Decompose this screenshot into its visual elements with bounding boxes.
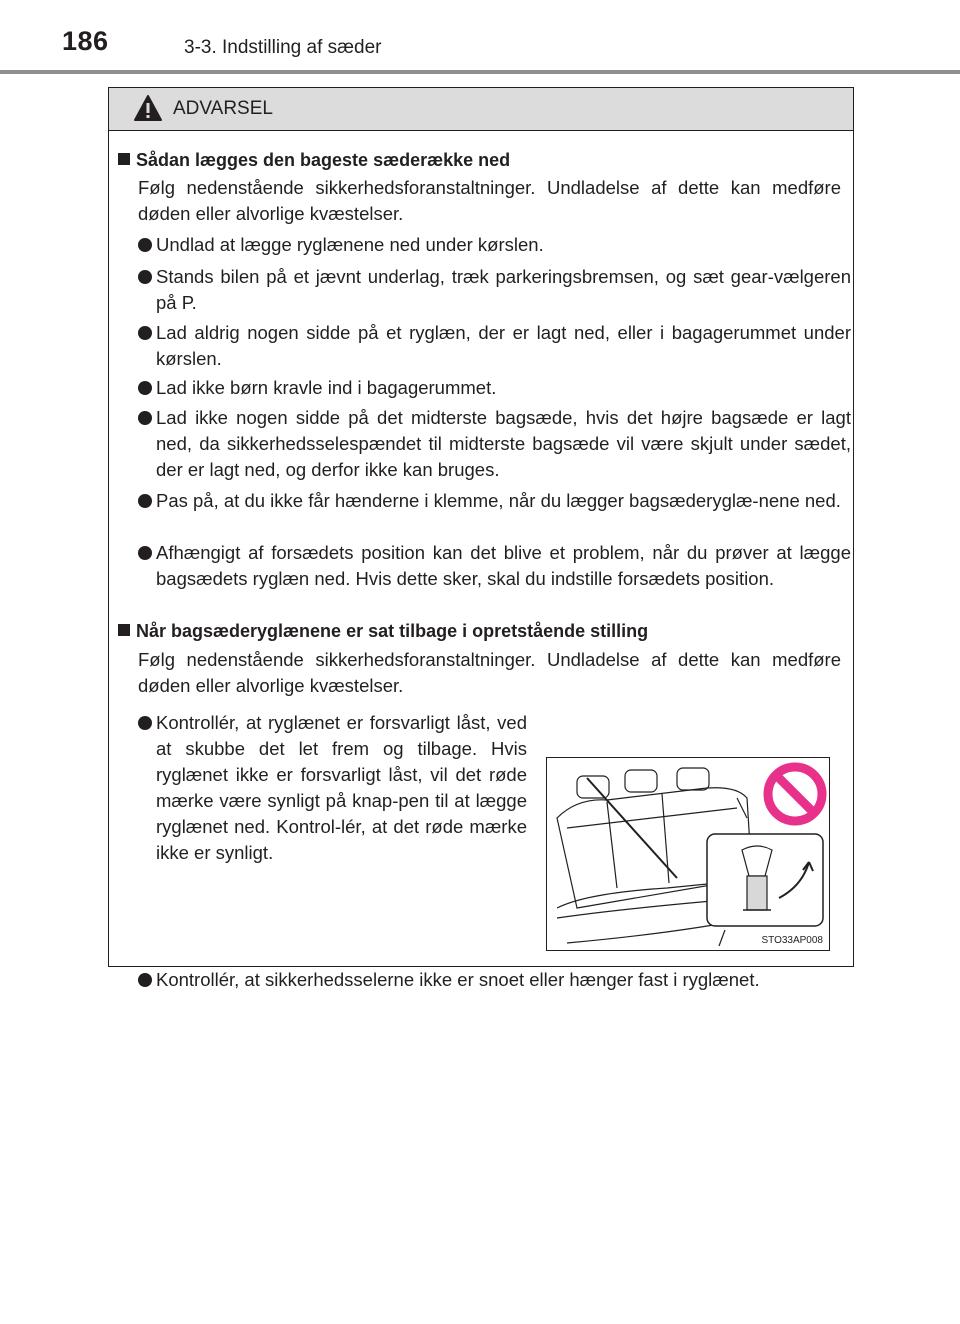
square-bullet-icon <box>118 624 130 636</box>
section-title: 3-3. Indstilling af sæder <box>184 37 382 58</box>
list-item-text: Lad aldrig nogen sidde på et ryglæn, der er lagt ned, eller i bagagerummet under kørslen. <box>156 322 851 369</box>
bullet-dot-icon <box>138 494 152 508</box>
list-item-text: Afhængigt af forsædets position kan det blive et problem, når du prøver at lægge bagsædets ryglæn ned. Hvis dette sker, skal du indstille forsædets position. <box>156 542 851 589</box>
section-heading <box>118 619 648 643</box>
bullet-dot-icon <box>138 716 152 730</box>
bullet-dot-icon <box>138 973 152 987</box>
warning-label: ADVARSEL <box>173 98 273 119</box>
section-heading <box>118 148 510 172</box>
warning-triangle-icon <box>133 94 163 122</box>
figure-code: STO33AP008 <box>761 935 823 946</box>
section-intro: Følg nedenstående sikkerhedsforanstaltninger. Undladelse af dette kan medføre døden eller alvorlige kvæstelser. <box>138 649 841 696</box>
bullet-dot-icon <box>138 238 152 252</box>
list-item-text: Pas på, at du ikke får hænderne i klemme, når du lægger bagsæderyglæ-nene ned. <box>156 490 841 511</box>
list-item-text: Kontrollér, at sikkerhedsselerne ikke er snoet eller hænger fast i ryglænet. <box>156 969 760 990</box>
section-intro: Følg nedenstående sikkerhedsforanstaltninger. Undladelse af dette kan medføre døden eller alvorlige kvæstelser. <box>138 177 841 224</box>
bullet-dot-icon <box>138 546 152 560</box>
seat-illustration <box>546 757 830 951</box>
page-header <box>0 0 960 76</box>
list-item <box>138 375 851 401</box>
list-item <box>138 967 851 993</box>
section-heading-text: Sådan lægges den bageste sæderække ned <box>136 150 511 170</box>
warning-box <box>108 87 854 990</box>
list-item <box>138 320 851 372</box>
rear-seat-drawing <box>547 758 829 950</box>
list-item-text: Lad ikke nogen sidde på det midterste bagsæde, hvis det højre bagsæde er lagt ned, da sikkerhedsselespændet til midterste bagsæde vil være skjult under sædet, der er lagt ned, og derfor ikke kan bruges. <box>156 407 851 480</box>
warning-header <box>109 88 853 131</box>
list-item-text: Lad ikke børn kravle ind i bagagerummet. <box>156 377 497 398</box>
list-item-text: Undlad at lægge ryglænene ned under kørslen. <box>156 234 544 255</box>
bullet-dot-icon <box>138 411 152 425</box>
list-item <box>138 405 851 483</box>
list-item-text: Stands bilen på et jævnt underlag, træk parkeringsbremsen, og sæt gear-vælgeren på P. <box>156 266 851 313</box>
header-rule <box>0 70 960 74</box>
bullet-dot-icon <box>138 270 152 284</box>
section-heading-text: Når bagsæderyglænene er sat tilbage i opretstående stilling <box>136 621 649 641</box>
list-item-text: Kontrollér, at ryglænet er forsvarligt låst, ved at skubbe det let frem og tilbage. Hvis ryglænet ikke er forsvarligt låst, vil det røde mærke være synligt på knap-pen til at lægge ryglænet ned. Kontrol-lér, at det røde mærke ikke er synligt. <box>156 712 527 863</box>
list-item <box>138 488 851 514</box>
list-item <box>138 264 851 316</box>
page-number: 186 <box>62 26 109 56</box>
list-item <box>138 710 527 866</box>
bullet-dot-icon <box>138 381 152 395</box>
list-item <box>138 232 851 258</box>
bullet-dot-icon <box>138 326 152 340</box>
square-bullet-icon <box>118 153 130 165</box>
list-item <box>138 540 851 592</box>
